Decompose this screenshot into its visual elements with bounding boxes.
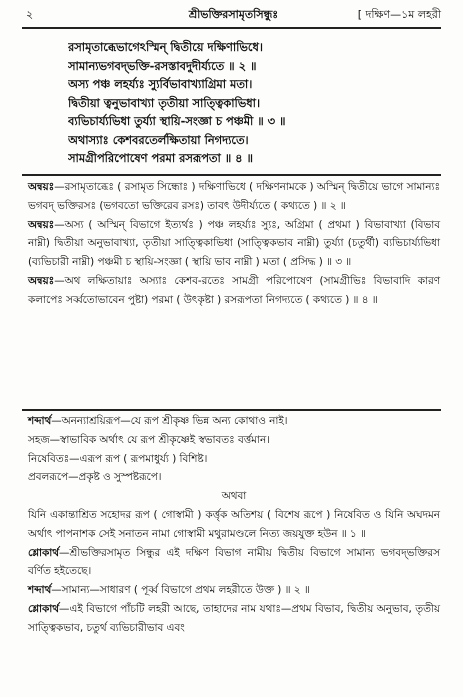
- shabdartha-paragraph: শব্দার্থ—সামান্য—সাধারণ ( পূর্ব্ব বিভাগে প্রথম লহরীতে উক্ত ) ॥ ২ ॥: [28, 584, 310, 597]
- verse-line: অস্য পঞ্চ লহর্য্যঃ স্যুর্বিভাবাখ্যাগ্রিমা মতা।: [68, 77, 253, 91]
- anvaya-paragraph: অন্বয়ঃ—অথ লক্ষিতায়াঃ অস্যাঃ কেশব-রতেঃ সামগ্রী পরিপোষেণ (সামগ্রীভিঃ বিভাবাদি কারণ কলাপেঃ সর্ব্বতোভাবেন পুষ্টা) পরমা ( উৎকৃষ্টা ) রসরূপতা নিগদ্যতে ( কথ্যতে ) ॥ ৪ ॥: [28, 274, 440, 306]
- athaba-heading: অথবা: [221, 490, 247, 503]
- shlokartha-paragraph: শ্লোকার্থ—এই বিভাগে পাঁচটি লহরী আছে, তাহাদের নাম যথাঃ—প্রথম বিভাব, দ্বিতীয় অনুভাব, তৃতীয় সাত্ত্বিকভাব, চতুর্থ ব্যভিচারীভাব এবং: [28, 602, 440, 634]
- header-rule: [22, 27, 441, 29]
- anvaya-paragraph: অন্বয়ঃ—রসামৃতাব্ধেঃ ( রসামৃত সিন্ধোঃ ) দক্ষিণাভিধে ( দক্ষিণনামকে ) অস্মিন্ দ্বিতীয়ে ভাগে সামান্যঃ ভগবদ্ ভক্তিরসঃ (ভগবতো ভক্তিরেব রসঃ) তাবৎ উদীর্য্যতে ( কথ্যতে ) ॥ ২ ॥: [28, 181, 440, 212]
- alt-paragraph: যিনি একান্তাশ্রিত সহোদর রূপ ( গোস্বামী ) কর্ত্তৃক অতিশয় ( বিশেষ রূপে ) নিষেবিত ও যিনি অঘদমন অর্থাৎ পাপনাশক সেই সনাতন নামা গোস্বামী মথুরামণ্ডলে নিত্য জয়যুক্ত হউন ॥ ১ ॥: [28, 508, 440, 540]
- verse-line: সামান্যভগবদ্‌ভক্তি-রসস্তাবদুদীর্য্যতে ॥ ২ ॥: [68, 58, 257, 73]
- verse-line: অথাস্যাঃ কেশবরতের্লক্ষিতায়া নিগদ্যতে।: [68, 132, 249, 147]
- section-label: [ দক্ষিণ—১ম লহরী: [357, 8, 441, 21]
- shlokartha-label: শ্লোকার্থ: [28, 546, 60, 559]
- page-number: ২: [26, 8, 34, 21]
- section-rule: [22, 174, 441, 176]
- shabdartha-label: শব্দার্থ: [28, 415, 52, 427]
- shabdartha-line: নিষেবিতঃ—এরূপ রূপ ( রূপমাধুর্য্য ) বিশিষ্ট।: [28, 452, 208, 465]
- section-rule: [22, 409, 441, 411]
- running-title: শ্রীভক্তিরসামৃতসিন্ধুঃ: [188, 8, 279, 21]
- verse-line: দ্বিতীয়া ত্বনুভাবাখ্যা তৃতীয়া সাত্ত্বিকাভিধা।: [68, 95, 261, 110]
- shlokartha-label: শ্লোকার্থ: [28, 602, 60, 615]
- verse-line: রসামৃতাব্ধেভাগেঽস্মিন্ দ্বিতীয়ে দক্ষিণাভিধে।: [68, 40, 263, 54]
- anvaya-paragraph: অন্বয়ঃ—অস্য ( অস্মিন্ বিভাগে ইত্যর্থঃ ) পঞ্চ লহর্য্যঃ স্যুঃ, অগ্রিমা ( প্রথমা ) বিভাবাখ্যা (বিভাব নাম্নী) দ্বিতীয়া অনুভাবাখ্যা, তৃতীয়া সাত্ত্বিকাভিধা (সাত্ত্বিকভাব নাম্নী) তুর্য্যা (চতুর্থী) ব্যভিচার্য্যভিধা (ব্যভিচারী নাম্নী) পঞ্চমী চ স্থায়ি-সংজ্ঞা ( স্থায়ি ভাব নাম্নী ) মতা ( প্রসিদ্ধ ) ॥ ৩ ॥: [28, 218, 440, 269]
- verse-line: ব্যভিচার্য্যভিধা তুর্য্যা স্থায়ি-সংজ্ঞা চ পঞ্চমী ॥ ৩ ॥: [68, 114, 286, 128]
- shabdartha-line: প্রবলরূপে—প্রকৃষ্ট ও সুস্পষ্টরূপে।: [28, 471, 162, 484]
- verse-line: সামগ্রীপরিপোষেণ পরমা রসরূপতা ॥ ৪ ॥: [68, 151, 253, 165]
- anvaya-label: অন্বয়ঃ: [28, 218, 55, 231]
- sanskrit-verse: [68, 38, 428, 168]
- shabdartha-line: সহজ—স্বাভাবিক অর্থাৎ যে রূপ শ্রীকৃষ্ণেই স্বভাবতঃ বর্ত্তমান।: [28, 433, 270, 446]
- anvaya-label: অন্বয়ঃ: [28, 274, 55, 287]
- commentary-section: [28, 412, 440, 638]
- shabdartha-line: শব্দার্থ—অনন্যাশ্রয়িরূপ—যে রূপ শ্রীকৃষ্ণ ভিন্ন অন্য কোথাও নাই।: [28, 415, 288, 427]
- shlokartha-paragraph: শ্লোকার্থ—শ্রীভক্তিরসামৃত সিন্ধুর এই দক্ষিণ বিভাগ নামীয় দ্বিতীয় বিভাগে সামান্য ভগবদ্‌ভক্তিরস বর্ণিত হইতেছে।: [28, 546, 440, 578]
- page-header: [26, 6, 441, 24]
- anvaya-label: অন্বয়ঃ: [28, 181, 55, 193]
- shabdartha-label: শব্দার্থ: [28, 584, 52, 597]
- anvaya-section: [28, 178, 440, 310]
